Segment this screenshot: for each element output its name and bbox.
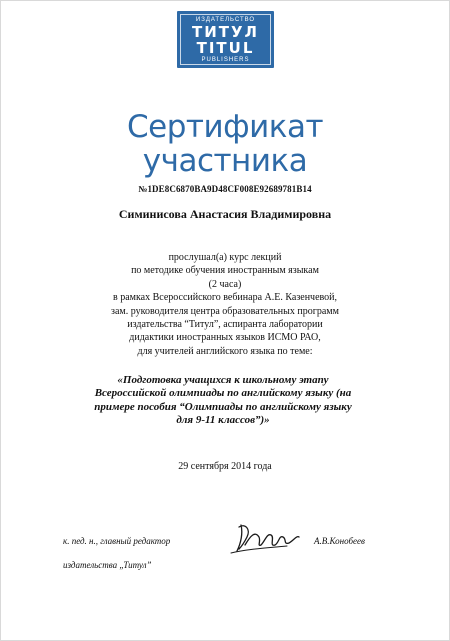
titul-logo <box>177 11 274 68</box>
certificate-number: №1DE8C6870BA9D48CF008E92689781B14 <box>138 184 312 194</box>
certificate-date: 29 сентября 2014 года <box>178 461 272 472</box>
body-line: прослушал(а) курс лекций <box>168 252 282 263</box>
body-line: издательства “Титул”, аспиранта лаборатории <box>127 319 323 331</box>
logo-word-en: TITUL <box>196 39 255 57</box>
body-line: дидактики иностранных языков ИСМО РАО, <box>129 332 321 344</box>
body-line: для учителей английского языка по теме: <box>137 345 313 357</box>
topic-line: Всероссийской олимпиады по английскому языку (на <box>94 387 352 400</box>
topic-line: «Подготовка учащихся к школьному этапу <box>117 374 329 386</box>
logo-word-ru: ТИТУЛ <box>191 23 260 41</box>
logo-publisher-label: ИЗДАТЕЛЬСТВО <box>195 17 256 23</box>
signatory-name: А.В.Конобеев <box>314 536 365 546</box>
title-line-2: участника <box>142 143 308 179</box>
signatory-position-line-2: издательства „Титул” <box>63 560 152 570</box>
participant-name: Симинисова Анастасия Владимировна <box>118 207 332 221</box>
title-line-1: Сертификат <box>126 109 324 145</box>
logo-publishers-label: PUBLISHERS <box>201 57 250 63</box>
topic-line: для 9-11 классов”)» <box>176 413 270 426</box>
body-line: (2 часа) <box>208 278 242 290</box>
handwritten-signature <box>227 515 307 559</box>
body-line: по методике обучения иностранным языкам <box>131 265 319 277</box>
webinar-topic <box>53 374 393 427</box>
signatory-position-line-1: к. пед. н., главный редактор <box>63 536 171 546</box>
body-line: в рамках Всероссийского вебинара А.Е. Казенчевой, <box>112 292 338 304</box>
course-description <box>41 251 409 358</box>
body-line: зам. руководителя центра образовательных программ <box>111 305 339 317</box>
topic-line: примере пособия “Олимпиады по английскому языку <box>94 400 352 413</box>
